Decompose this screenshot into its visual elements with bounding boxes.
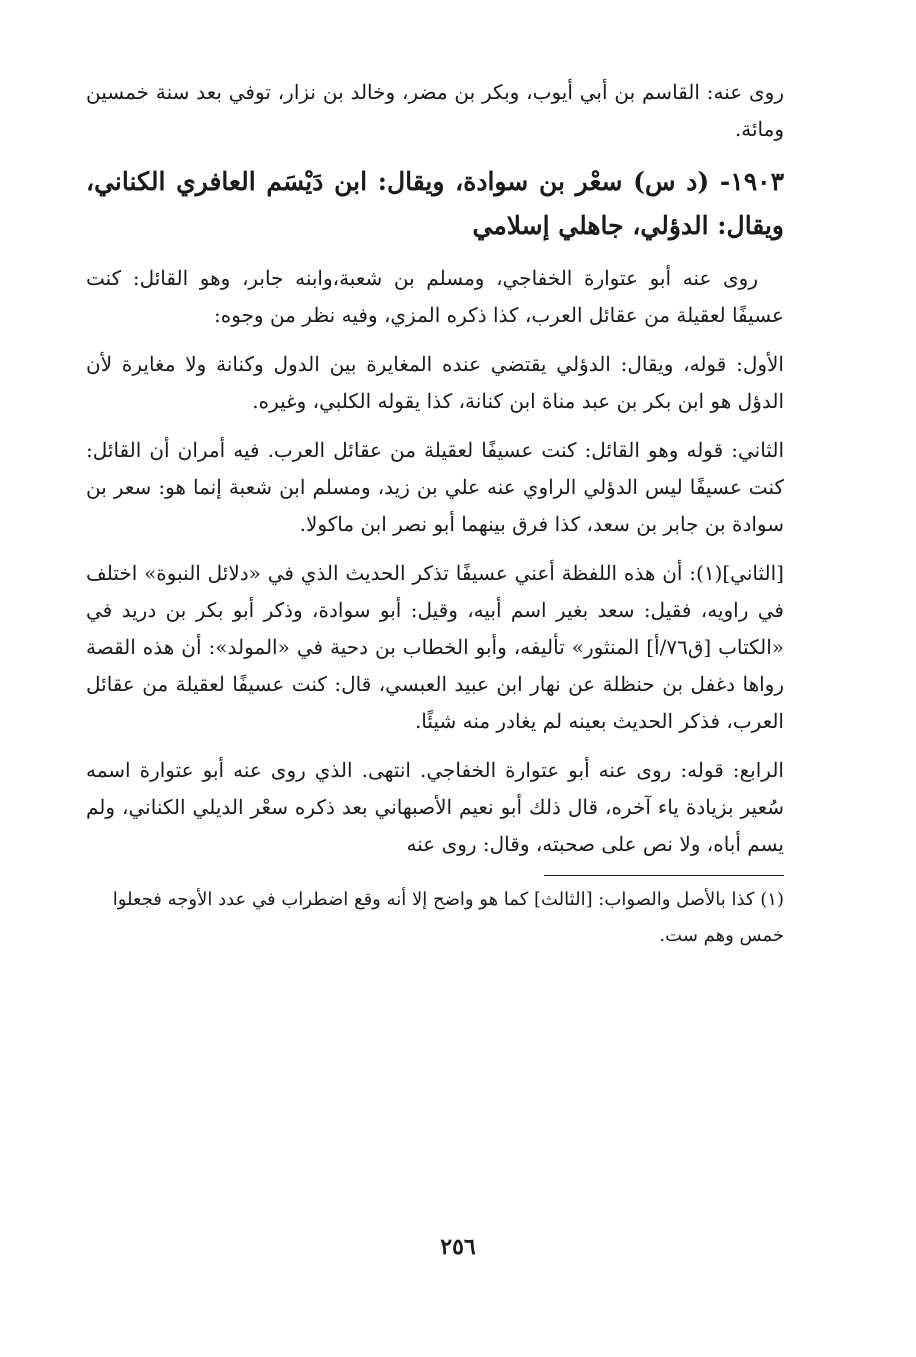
paragraph-second-point: الثاني: قوله وهو القائل: كنت عسيفًا لعقيلة من عقائل العرب. فيه أمران أن القائل: كنت عسيفًا ليس الدؤلي الراوي عنه علي بن زيد، ومسلم ابن شعبة إنما هو: سعر بن سوادة بن جابر بن سعد، كذا فرق بينهما أبو نصر ابن ماكولا.: [86, 438, 785, 536]
paragraph-narrators: روى عنه: القاسم بن أبي أيوب، وبكر بن مضر، وخالد بن نزار، توفي بعد سنة خمسين ومائة.: [86, 80, 784, 141]
paragraph-entry-intro: روى عنه أبو عتوارة الخفاجي، ومسلم بن شعبة،وابنه جابر، وهو القائل: كنت عسيفًا لعقيلة من عقائل العرب، كذا ذكره المزي، وفيه نظر من وجوه:: [86, 266, 784, 327]
paragraph-fourth-point: الرابع: قوله: روى عنه أبو عتوارة الخفاجي. انتهى. الذي روى عنه أبو عتوارة اسمه سُعير بزيادة ياء آخره، قال ذلك أبو نعيم الأصبهاني بعد ذكره سعْر الديلي الكناني، ولم يسم أباه، ولا نص على صحبته، وقال: روى عنه: [86, 758, 784, 856]
entry-heading-1903: ١٩٠٣- (د س) سعْر بن سوادة، ويقال: ابن دَيْسَم العافري الكناني، ويقال: الدؤلي، جاهلي إسلامي: [86, 167, 784, 240]
page-number: ٢٥٦: [440, 1234, 476, 1260]
footnote: (١) كذا بالأصل والصواب: [الثالث] كما هو واضح إلا أنه وقع اضطراب في عدد الأوجه فجعلوا خمس وهم ست.: [112, 889, 784, 946]
paragraph-first-point: الأول: قوله، ويقال: الدؤلي يقتضي عنده المغايرة بين الدول وكنانة ولا مغايرة لأن الدؤل هو ابن بكر بن عبد مناة ابن كنانة، كذا يقوله الكلبي، وغيره.: [86, 352, 784, 413]
footnote-divider: [544, 875, 784, 876]
main-text: [86, 74, 784, 954]
paragraph-third-point: [الثاني](١): أن هذه اللفظة أعني عسيفًا تذكر الحديث الذي في «دلائل النبوة» اختلف في راويه، فقيل: سعد بغير اسم أبيه، وقيل: أبو سوادة، وذكر أبو بكر بن دريد في «الكتاب [ق٧٦/أ] المنثور» تأليفه، وأبو الخطاب بن دحية في «المولد»: أن هذه القصة رواها دغفل بن حنظلة عن نهار ابن عبيد العبسي، قال: كنت عسيفًا لعقيلة من عقائل العرب، فذكر الحديث بعينه لم يغادر منه شيئًا.: [86, 561, 784, 733]
